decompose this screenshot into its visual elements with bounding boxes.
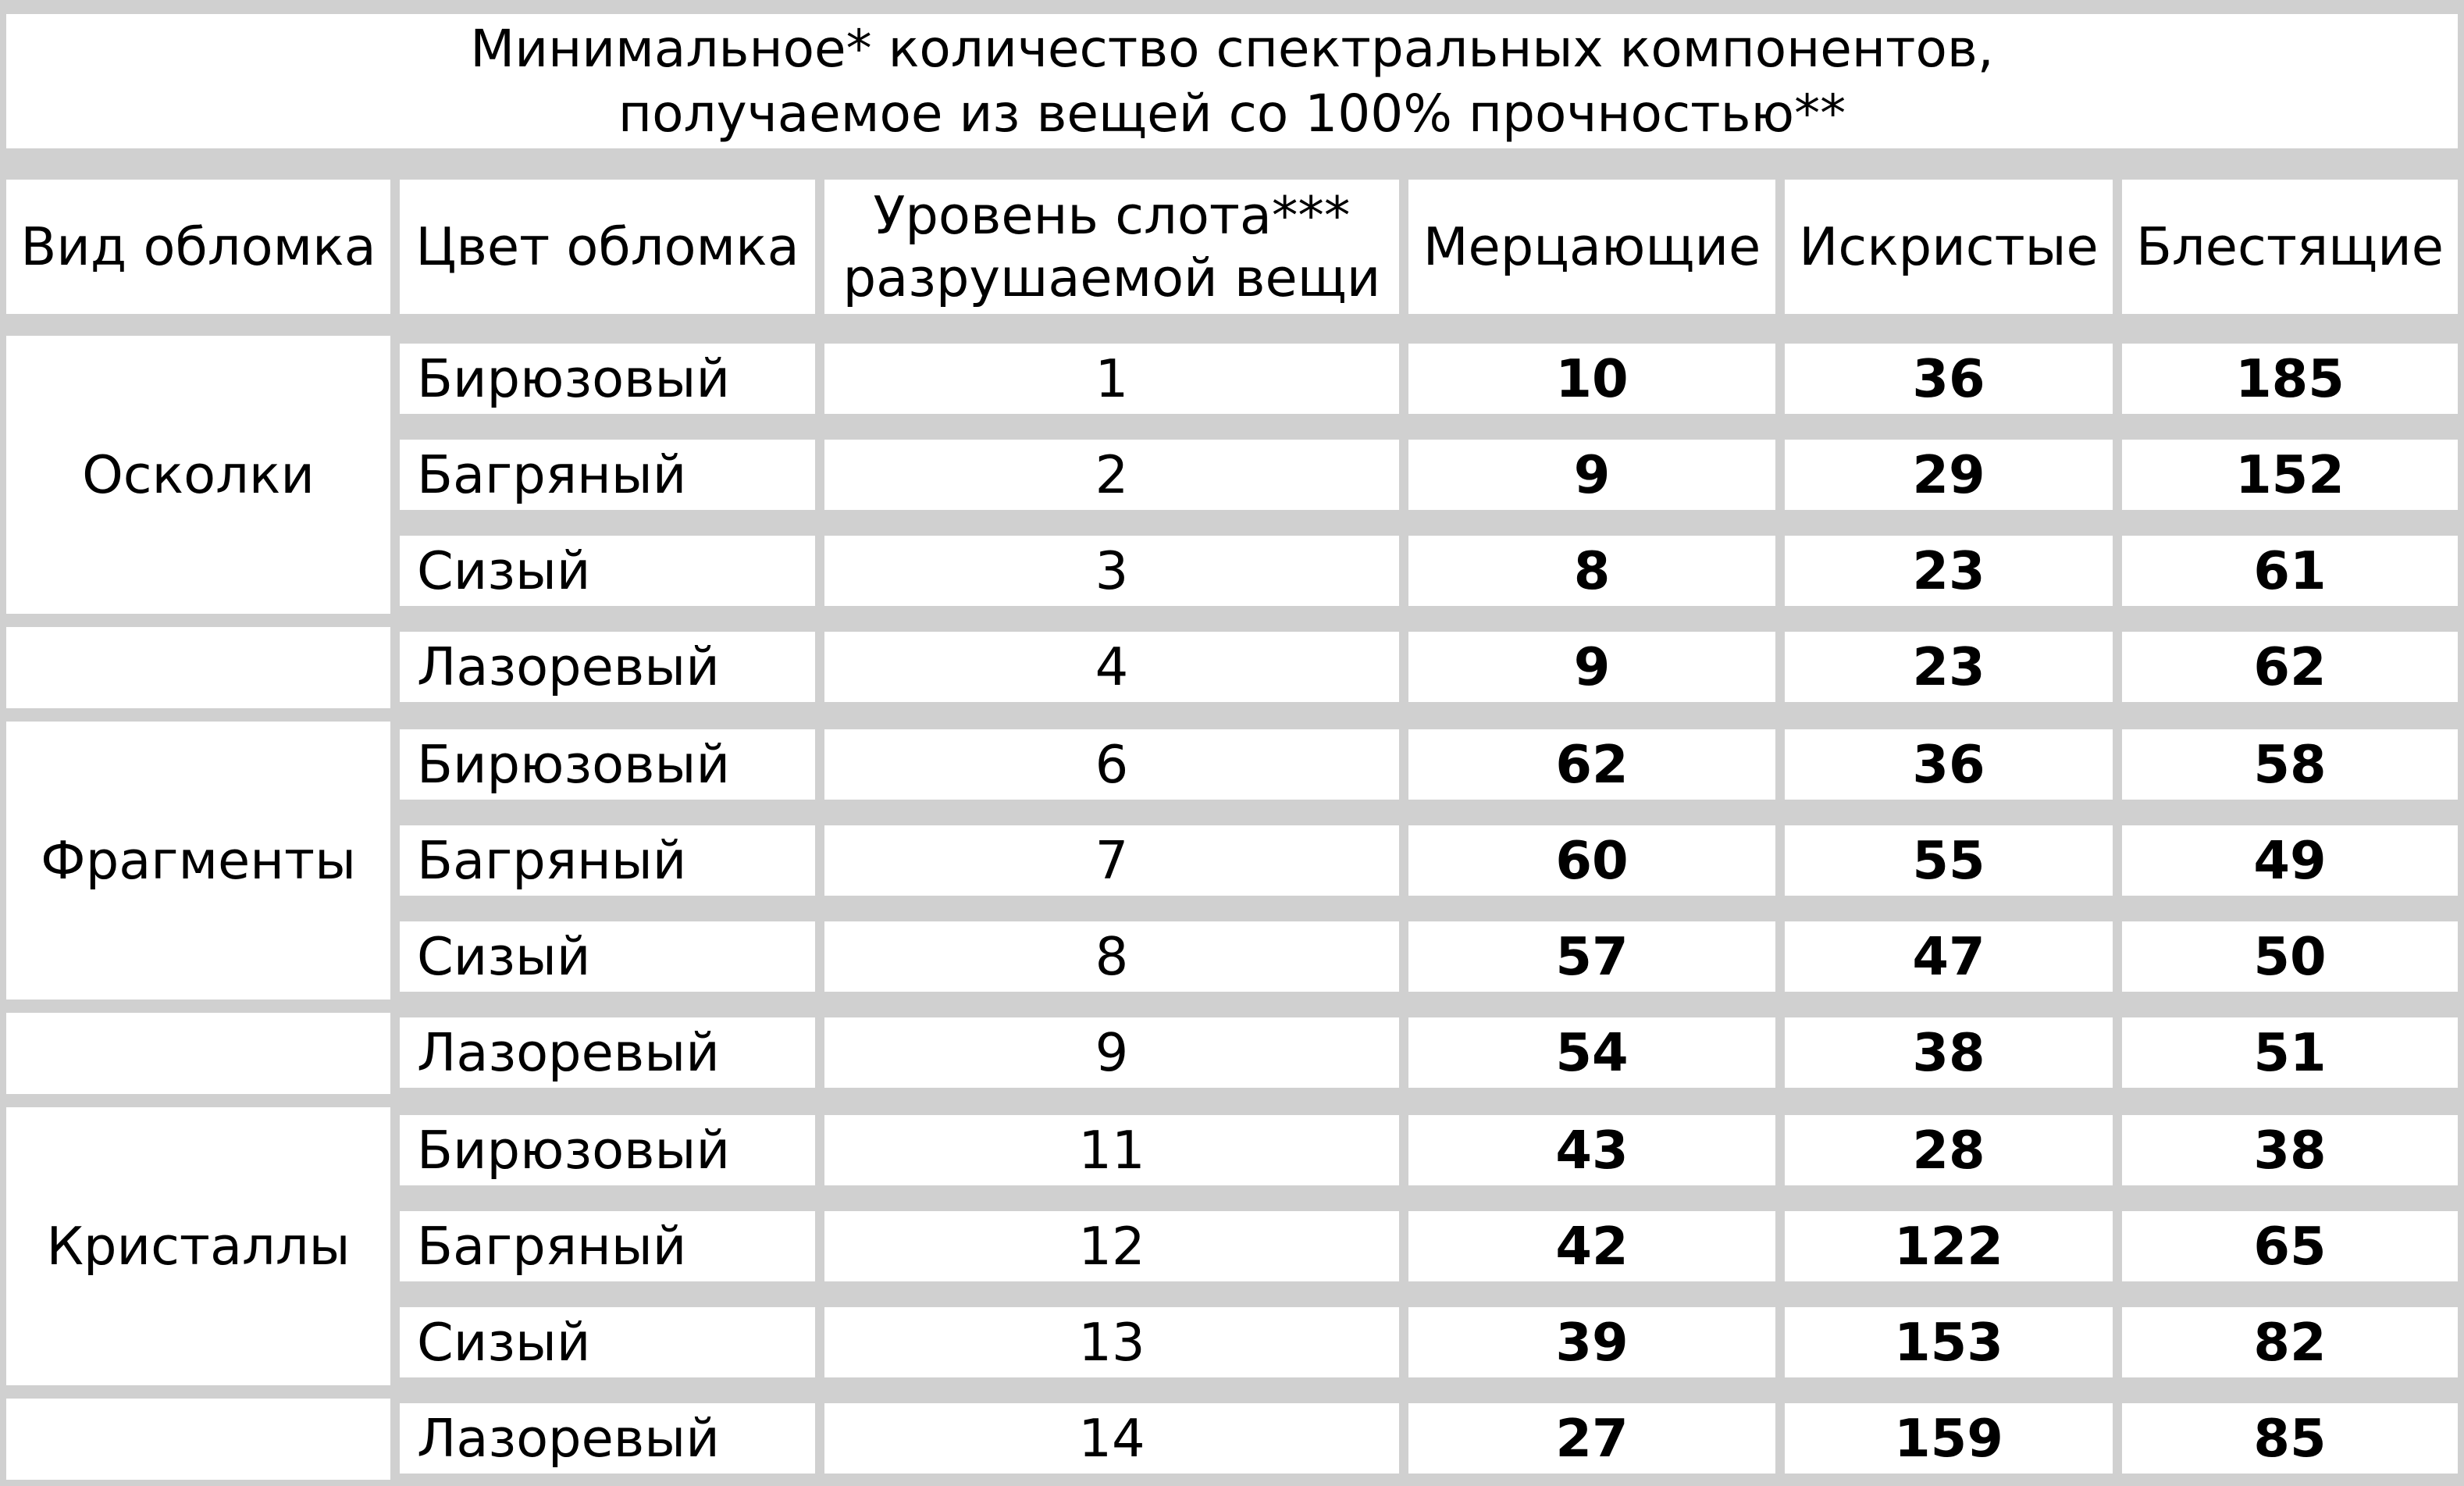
header-slot-line-1: Уровень слота*** (873, 184, 1351, 246)
cell-value-slot: 12 (1078, 1215, 1145, 1277)
cell-value-shining: 58 (2253, 733, 2327, 795)
cell-value-sparkling: 159 (1894, 1407, 2003, 1469)
cell-value-sparkling: 28 (1912, 1119, 1985, 1181)
cell-value-shining: 51 (2253, 1021, 2327, 1083)
table-cell-shining (2122, 825, 2458, 896)
header-sparkling (1785, 180, 2113, 314)
group-kind-continuation (6, 627, 390, 708)
cell-value-sparkling: 29 (1912, 444, 1985, 505)
cell-value-shining: 62 (2253, 636, 2327, 697)
table-cell-slot (824, 536, 1399, 606)
cell-value-shimmering: 27 (1555, 1407, 1629, 1469)
table-cell-slot (824, 1017, 1399, 1088)
table-cell-sparkling (1785, 632, 2113, 702)
cell-value-shining: 49 (2253, 829, 2327, 891)
table-cell-color (400, 729, 815, 800)
cell-value-shimmering: 8 (1573, 540, 1611, 601)
table-cell-slot (824, 729, 1399, 800)
group-kind-continuation (6, 1399, 390, 1480)
cell-value-shimmering: 10 (1555, 347, 1629, 409)
cell-value-shimmering: 60 (1555, 829, 1629, 891)
table-cell-shining (2122, 729, 2458, 800)
table-cell-sparkling (1785, 1403, 2113, 1474)
table-title (6, 14, 2458, 148)
header-sparkling-label: Искристые (1799, 216, 2099, 277)
cell-value-shimmering: 43 (1555, 1119, 1629, 1181)
table-cell-shimmering (1408, 1211, 1775, 1281)
table-cell-shining (2122, 1017, 2458, 1088)
table-cell-shining (2122, 1211, 2458, 1281)
table-cell-shimmering (1408, 536, 1775, 606)
table-cell-color (400, 440, 815, 510)
table-cell-color (400, 536, 815, 606)
table-cell-shimmering (1408, 1403, 1775, 1474)
cell-value-color: Лазоревый (417, 1407, 720, 1469)
cell-value-color: Бирюзовый (417, 1119, 730, 1181)
cell-value-shimmering: 9 (1573, 444, 1611, 505)
cell-value-shining: 61 (2253, 540, 2327, 601)
cell-value-slot: 1 (1095, 347, 1129, 409)
table-cell-shining (2122, 1307, 2458, 1377)
cell-value-sparkling: 122 (1894, 1215, 2003, 1277)
cell-value-shimmering: 39 (1555, 1311, 1629, 1373)
cell-value-slot: 13 (1078, 1311, 1145, 1373)
cell-value-shimmering: 57 (1555, 925, 1629, 987)
table-cell-shining (2122, 921, 2458, 992)
cell-value-color: Багряный (417, 829, 687, 891)
cell-value-sparkling: 47 (1912, 925, 1985, 987)
cell-value-shimmering: 62 (1555, 733, 1629, 795)
header-shining-label: Блестящие (2135, 216, 2444, 277)
cell-value-sparkling: 36 (1912, 733, 1985, 795)
cell-value-sparkling: 23 (1912, 636, 1985, 697)
table-cell-shimmering (1408, 1307, 1775, 1377)
table-cell-slot (824, 440, 1399, 510)
table-cell-shining (2122, 1403, 2458, 1474)
table-cell-sparkling (1785, 825, 2113, 896)
cell-value-slot: 9 (1095, 1021, 1129, 1083)
table-cell-slot (824, 632, 1399, 702)
header-kind-label: Вид обломка (20, 216, 376, 277)
cell-value-color: Бирюзовый (417, 733, 730, 795)
cell-value-shining: 185 (2235, 347, 2345, 409)
group-kind-label: Кристаллы (46, 1215, 351, 1277)
table-cell-sparkling (1785, 729, 2113, 800)
cell-value-shining: 85 (2253, 1407, 2327, 1469)
cell-value-color: Багряный (417, 444, 687, 505)
table-cell-shimmering (1408, 632, 1775, 702)
cell-value-color: Сизый (417, 1311, 591, 1373)
table-cell-color (400, 632, 815, 702)
table-cell-shimmering (1408, 1017, 1775, 1088)
cell-value-shining: 152 (2235, 444, 2345, 505)
table-cell-shimmering (1408, 921, 1775, 992)
table-cell-sparkling (1785, 921, 2113, 992)
cell-value-slot: 8 (1095, 925, 1129, 987)
cell-value-sparkling: 23 (1912, 540, 1985, 601)
table-cell-shining (2122, 440, 2458, 510)
table-cell-slot (824, 344, 1399, 414)
table-cell-shimmering (1408, 729, 1775, 800)
table-cell-sparkling (1785, 1017, 2113, 1088)
cell-value-color: Багряный (417, 1215, 687, 1277)
cell-value-color: Бирюзовый (417, 347, 730, 409)
cell-value-shining: 65 (2253, 1215, 2327, 1277)
table-title-line-1: Минимальное* количество спектральных компонентов, (470, 18, 1994, 79)
cell-value-shining: 38 (2253, 1119, 2327, 1181)
cell-value-slot: 6 (1095, 733, 1129, 795)
table-cell-shimmering (1408, 825, 1775, 896)
header-slot-line-2: разрушаемой вещи (842, 248, 1381, 308)
header-shimmering (1408, 180, 1775, 314)
cell-value-slot: 2 (1095, 444, 1129, 505)
cell-value-color: Сизый (417, 540, 591, 601)
table-cell-sparkling (1785, 344, 2113, 414)
cell-value-color: Сизый (417, 925, 591, 987)
cell-value-shimmering: 9 (1573, 636, 1611, 697)
table-cell-shining (2122, 536, 2458, 606)
header-color (400, 180, 815, 314)
table-cell-shining (2122, 344, 2458, 414)
cell-value-slot: 3 (1095, 540, 1129, 601)
table-cell-shimmering (1408, 440, 1775, 510)
table-cell-sparkling (1785, 440, 2113, 510)
table-cell-slot (824, 1307, 1399, 1377)
table-cell-sparkling (1785, 1115, 2113, 1185)
table-cell-color (400, 825, 815, 896)
table-cell-sparkling (1785, 536, 2113, 606)
table-cell-color (400, 1115, 815, 1185)
cell-value-slot: 7 (1095, 829, 1129, 891)
cell-value-shining: 50 (2253, 925, 2327, 987)
table-cell-shining (2122, 632, 2458, 702)
group-kind-continuation (6, 1013, 390, 1094)
table-cell-sparkling (1785, 1307, 2113, 1377)
table-cell-slot (824, 1115, 1399, 1185)
header-shining (2122, 180, 2458, 314)
cell-value-shimmering: 54 (1555, 1021, 1629, 1083)
table-cell-color (400, 344, 815, 414)
cell-value-shimmering: 42 (1555, 1215, 1629, 1277)
table-cell-slot (824, 825, 1399, 896)
cell-value-sparkling: 36 (1912, 347, 1985, 409)
group-kind-cell (6, 336, 390, 614)
table-cell-color (400, 921, 815, 992)
header-color-label: Цвет обломка (415, 216, 799, 277)
cell-value-slot: 4 (1095, 636, 1129, 697)
table-cell-shimmering (1408, 344, 1775, 414)
table-cell-color (400, 1403, 815, 1474)
table-cell-slot (824, 1211, 1399, 1281)
table-cell-slot (824, 1403, 1399, 1474)
group-kind-label: Фрагменты (41, 829, 356, 891)
cell-value-sparkling: 153 (1894, 1311, 2003, 1373)
table-cell-sparkling (1785, 1211, 2113, 1281)
group-kind-cell (6, 722, 390, 1000)
table-cell-shimmering (1408, 1115, 1775, 1185)
table-cell-color (400, 1307, 815, 1377)
cell-value-shining: 82 (2253, 1311, 2327, 1373)
table-cell-shining (2122, 1115, 2458, 1185)
group-kind-label: Осколки (82, 444, 315, 505)
cell-value-color: Лазоревый (417, 1021, 720, 1083)
table-cell-slot (824, 921, 1399, 992)
group-kind-cell (6, 1107, 390, 1385)
table-title-line-2: получаемое из вещей со 100% прочностью** (618, 84, 1846, 144)
cell-value-sparkling: 38 (1912, 1021, 1985, 1083)
table-cell-color (400, 1211, 815, 1281)
cell-value-slot: 11 (1078, 1119, 1145, 1181)
header-shimmering-label: Мерцающие (1422, 216, 1761, 277)
cell-value-color: Лазоревый (417, 636, 720, 697)
header-slot (824, 180, 1399, 314)
table-cell-color (400, 1017, 815, 1088)
cell-value-slot: 14 (1078, 1407, 1145, 1469)
cell-value-sparkling: 55 (1912, 829, 1985, 891)
header-kind (6, 180, 390, 314)
